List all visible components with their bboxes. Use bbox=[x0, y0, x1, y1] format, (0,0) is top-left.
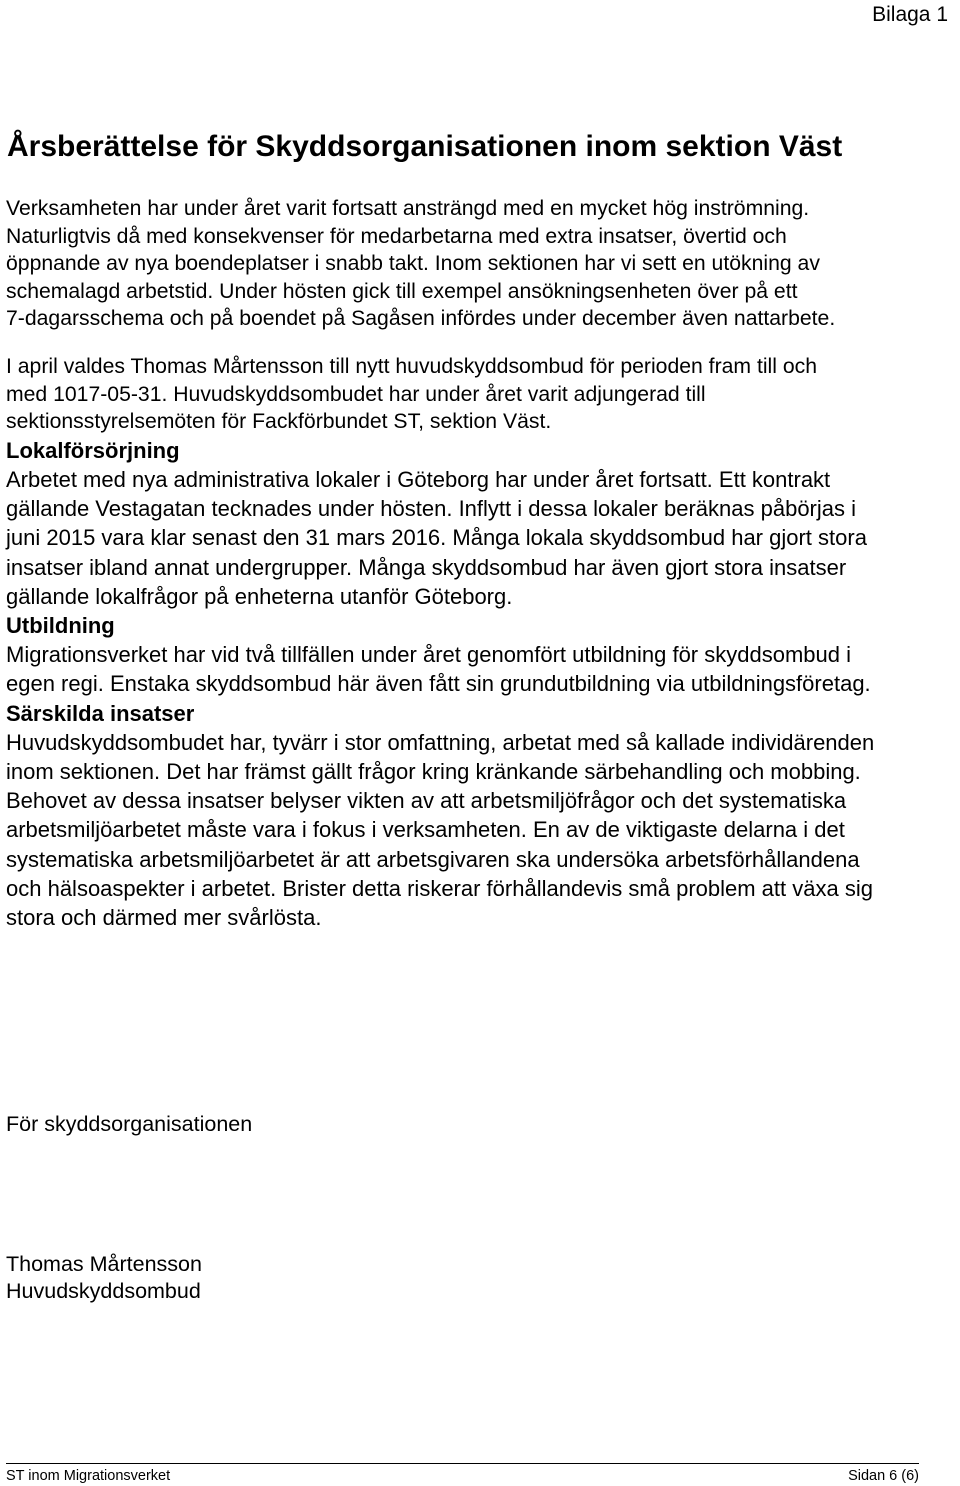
document-body bbox=[6, 195, 958, 932]
signature-name: Thomas Mårtensson bbox=[6, 1252, 202, 1276]
signature-closing: För skyddsorganisationen bbox=[6, 1112, 253, 1136]
document-title: Årsberättelse för Skyddsorganisationen inom sektion Väst bbox=[7, 130, 843, 163]
footer-organization: ST inom Migrationsverket bbox=[6, 1468, 171, 1484]
attachment-label: Bilaga 1 bbox=[872, 3, 948, 26]
section-body-utbildning: Migrationsverket har vid två tillfällen under året genomfört utbildning för skyddsombud i egen regi. Enstaka skyddsombud här även fått sin grundutbildning via utbildningsföretag. bbox=[6, 642, 871, 697]
footer-divider bbox=[6, 1463, 919, 1464]
section-body-sarskilda-insatser: Huvudskyddsombudet har, tyvärr i stor omfattning, arbetat med så kallade individärenden inom sektionen. Det har främst gällt frågor kring kränkande särbehandling och mobbing. Behovet av dessa insatser belyser vikten av att arbetsmiljöfrågor och det systematiska arbetsmiljöarbetet måste vara i fokus i verksamheten. En av de viktigaste delarna i det systematiska arbetsmiljöarbetet är att arbetsgivaren ska undersöka arbetsförhållandena och hälsoaspekter i arbetet. Brister detta riskerar förhållandevis små problem att växa sig stora och därmed mer svårlösta. bbox=[6, 729, 875, 930]
section-heading-utbildning: Utbildning bbox=[6, 612, 115, 638]
election-paragraph: I april valdes Thomas Mårtensson till nytt huvudskyddsombud för perioden fram till och med 1017-05-31. Huvudskyddsombudet har under året varit adjungerad till sektionsstyrelsemöten för Fackförbundet ST, sektion Väst. bbox=[6, 354, 818, 434]
section-body-lokalforsorjning: Arbetet med nya administrativa lokaler i Göteborg har under året fortsatt. Ett kontrakt gällande Vestagatan tecknades under hösten. Inflytt i dessa lokaler beräknas påbörjas i juni 2015 vara klar senast den 31 mars 2016. Många lokala skyddsombud har gjort stora insatser ibland annat undergrupper. Många skyddsombud har även gjort stora insatser gällande lokalfrågor på enheterna utanför Göteborg. bbox=[6, 466, 867, 609]
section-heading-sarskilda-insatser: Särskilda insatser bbox=[6, 700, 195, 726]
signature-role: Huvudskyddsombud bbox=[6, 1279, 201, 1303]
footer-page-number: Sidan 6 (6) bbox=[848, 1468, 919, 1484]
section-heading-lokalforsorjning: Lokalförsörjning bbox=[6, 437, 180, 463]
intro-paragraph: Verksamheten har under året varit fortsatt ansträngd med en mycket hög inströmning. Naturligtvis då med konsekvenser för medarbetarna med extra insatser, övertid och öppnande av nya boendeplatser i snabb takt. Inom sektionen har vi sett en utökning av schemalagd arbetstid. Under hösten gick till exempel ansökningsenheten över på ett 7-dagarsschema och på boendet på Sagåsen infördes under december även nattarbete. bbox=[6, 197, 836, 331]
